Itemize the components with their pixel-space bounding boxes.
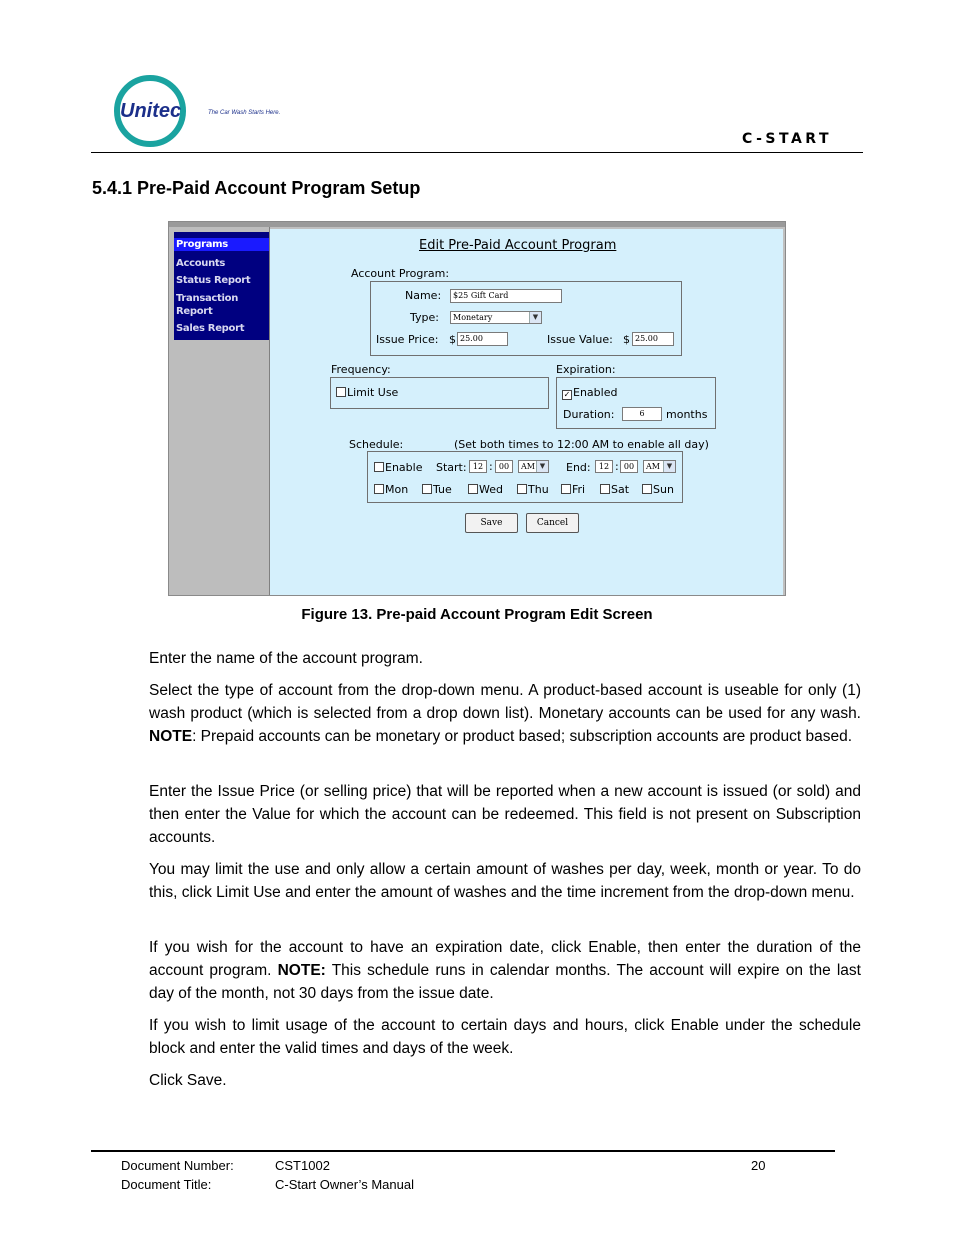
issue-value-currency: $	[623, 333, 630, 346]
day-label: Thu	[528, 483, 549, 496]
nav-programs[interactable]: Programs	[174, 238, 269, 251]
schedule-enable-label: Enable	[385, 461, 423, 474]
section-title: 5.4.1 Pre-Paid Account Program Setup	[92, 178, 421, 198]
day-checkbox-sat[interactable]	[600, 483, 629, 496]
paragraph-5-text: If you wish for the account to have an expiration date, click Enable, then enter the duration of the account program.	[149, 939, 861, 979]
doc-number: CST1002	[275, 1158, 330, 1173]
time-colon: :	[489, 460, 493, 473]
paragraph-2-note: : Prepaid accounts can be monetary or product based; subscription accounts are product based.	[192, 728, 853, 745]
day-checkbox-sun[interactable]	[642, 483, 674, 496]
checkbox-icon	[468, 484, 478, 494]
chevron-down-icon: ▼	[529, 312, 541, 323]
checkbox-icon	[517, 484, 527, 494]
paragraph-5-note: This schedule runs in calendar months. The account will expire on the last day of the month, not 30 days from the issue date.	[149, 962, 861, 1002]
logo-text: Unitec	[120, 100, 182, 122]
note-label: NOTE:	[277, 962, 326, 979]
duration-input[interactable]: 6	[622, 407, 662, 421]
chevron-down-icon: ▼	[663, 461, 675, 472]
nav-menu	[174, 232, 269, 340]
chevron-down-icon: ▼	[536, 461, 548, 472]
enabled-label: Enabled	[573, 386, 618, 399]
form-title: Edit Pre-Paid Account Program	[419, 238, 617, 253]
end-minute-input[interactable]: 00	[620, 460, 638, 473]
issue-price-currency: $	[449, 333, 456, 346]
day-checkbox-wed[interactable]	[468, 483, 503, 496]
checkbox-icon	[336, 387, 346, 397]
duration-unit: months	[666, 408, 708, 421]
type-select-value: Monetary	[453, 313, 493, 322]
expiration-box	[556, 377, 716, 429]
paragraph-7: Click Save.	[149, 1072, 227, 1089]
limit-use-label: Limit Use	[347, 386, 399, 399]
nav-transaction[interactable]: Transaction	[176, 293, 239, 304]
frequency-label: Frequency:	[331, 363, 391, 376]
end-hour-input[interactable]: 12	[595, 460, 613, 473]
day-label: Mon	[385, 483, 409, 496]
enabled-checkbox[interactable]	[562, 386, 617, 400]
logo-tagline: The Car Wash Starts Here.	[208, 110, 281, 116]
day-checkbox-thu[interactable]	[517, 483, 549, 496]
type-select[interactable]	[450, 311, 542, 324]
unitec-logo	[112, 72, 312, 150]
checkbox-icon	[374, 462, 384, 472]
issue-value-input[interactable]: 25.00	[632, 332, 674, 346]
figure-caption: Figure 13. Pre-paid Account Program Edit Screen	[301, 606, 653, 623]
edit-screen-figure	[168, 221, 786, 596]
day-label: Tue	[433, 483, 452, 496]
doc-title: C-Start Owner’s Manual	[275, 1177, 414, 1192]
schedule-label: Schedule:	[349, 438, 404, 451]
paragraph-6: If you wish to limit usage of the account to certain days and hours, click Enable under the schedule block and enter the valid times and days of the week.	[149, 1017, 861, 1057]
start-ampm-value: AM	[521, 462, 535, 471]
checkbox-icon	[561, 484, 571, 494]
paragraph-5	[149, 936, 861, 1005]
start-hour-input[interactable]: 12	[469, 460, 487, 473]
limit-use-checkbox[interactable]	[336, 386, 398, 399]
product-name: C-START	[742, 131, 832, 147]
nav-accounts[interactable]: Accounts	[176, 258, 226, 269]
expiration-label: Expiration:	[556, 363, 616, 376]
account-program-label: Account Program:	[351, 267, 450, 280]
day-checkbox-mon[interactable]	[374, 483, 408, 496]
day-label: Fri	[572, 483, 586, 496]
end-label: End:	[566, 461, 591, 474]
nav-report[interactable]: Report	[176, 306, 213, 317]
type-label: Type:	[410, 311, 439, 324]
doc-number-label: Document Number:	[121, 1158, 234, 1173]
checkbox-icon	[642, 484, 652, 494]
page-number: 20	[751, 1158, 766, 1173]
duration-label: Duration:	[563, 408, 615, 421]
save-button[interactable]: Save	[465, 513, 518, 533]
paragraph-2	[149, 679, 861, 748]
day-checkbox-fri[interactable]	[561, 483, 585, 496]
footer-rule	[91, 1150, 835, 1152]
day-label: Sun	[653, 483, 674, 496]
checked-checkbox-icon: ✓	[563, 390, 571, 399]
issue-price-label: Issue Price:	[376, 333, 439, 346]
day-label: Sat	[611, 483, 630, 496]
header-rule	[91, 152, 863, 153]
paragraph-4: You may limit the use and only allow a certain amount of washes per day, week, month or year. To do this, click Limit Use and enter the amount of washes and the time increment from the drop-down menu.	[149, 861, 861, 901]
note-label: NOTE	[149, 728, 193, 745]
nav-status-report[interactable]: Status Report	[176, 275, 251, 286]
issue-value-label: Issue Value:	[547, 333, 613, 346]
cancel-button[interactable]: Cancel	[526, 513, 579, 533]
name-input[interactable]: $25 Gift Card	[450, 289, 562, 303]
paragraph-1: Enter the name of the account program.	[149, 650, 423, 667]
schedule-note: (Set both times to 12:00 AM to enable all day)	[454, 438, 709, 451]
start-minute-input[interactable]: 00	[495, 460, 513, 473]
schedule-enable-checkbox[interactable]	[374, 461, 422, 474]
checkbox-icon	[600, 484, 610, 494]
paragraph-2-text: Select the type of account from the drop-down menu. A product-based account is useable for only (1) wash product (which is selected from a drop down list). Monetary accounts can be used for any wash.	[149, 682, 861, 722]
paragraph-3: Enter the Issue Price (or selling price) that will be reported when a new account is issued (or sold) and then enter the Value for which the account can be redeemed. This field is not present on Subscription accounts.	[149, 783, 861, 846]
edit-form	[270, 229, 783, 595]
start-ampm-select[interactable]	[518, 460, 549, 473]
time-colon: :	[615, 460, 619, 473]
start-label: Start:	[436, 461, 467, 474]
end-ampm-value: AM	[646, 462, 660, 471]
name-label: Name:	[405, 289, 442, 302]
end-ampm-select[interactable]	[643, 460, 676, 473]
checkbox-icon	[422, 484, 432, 494]
nav-sales-report[interactable]: Sales Report	[176, 323, 245, 334]
day-checkbox-tue[interactable]	[422, 483, 452, 496]
issue-price-input[interactable]: 25.00	[457, 332, 508, 346]
doc-title-label: Document Title:	[121, 1177, 212, 1192]
day-label: Wed	[479, 483, 503, 496]
checkbox-icon	[374, 484, 384, 494]
